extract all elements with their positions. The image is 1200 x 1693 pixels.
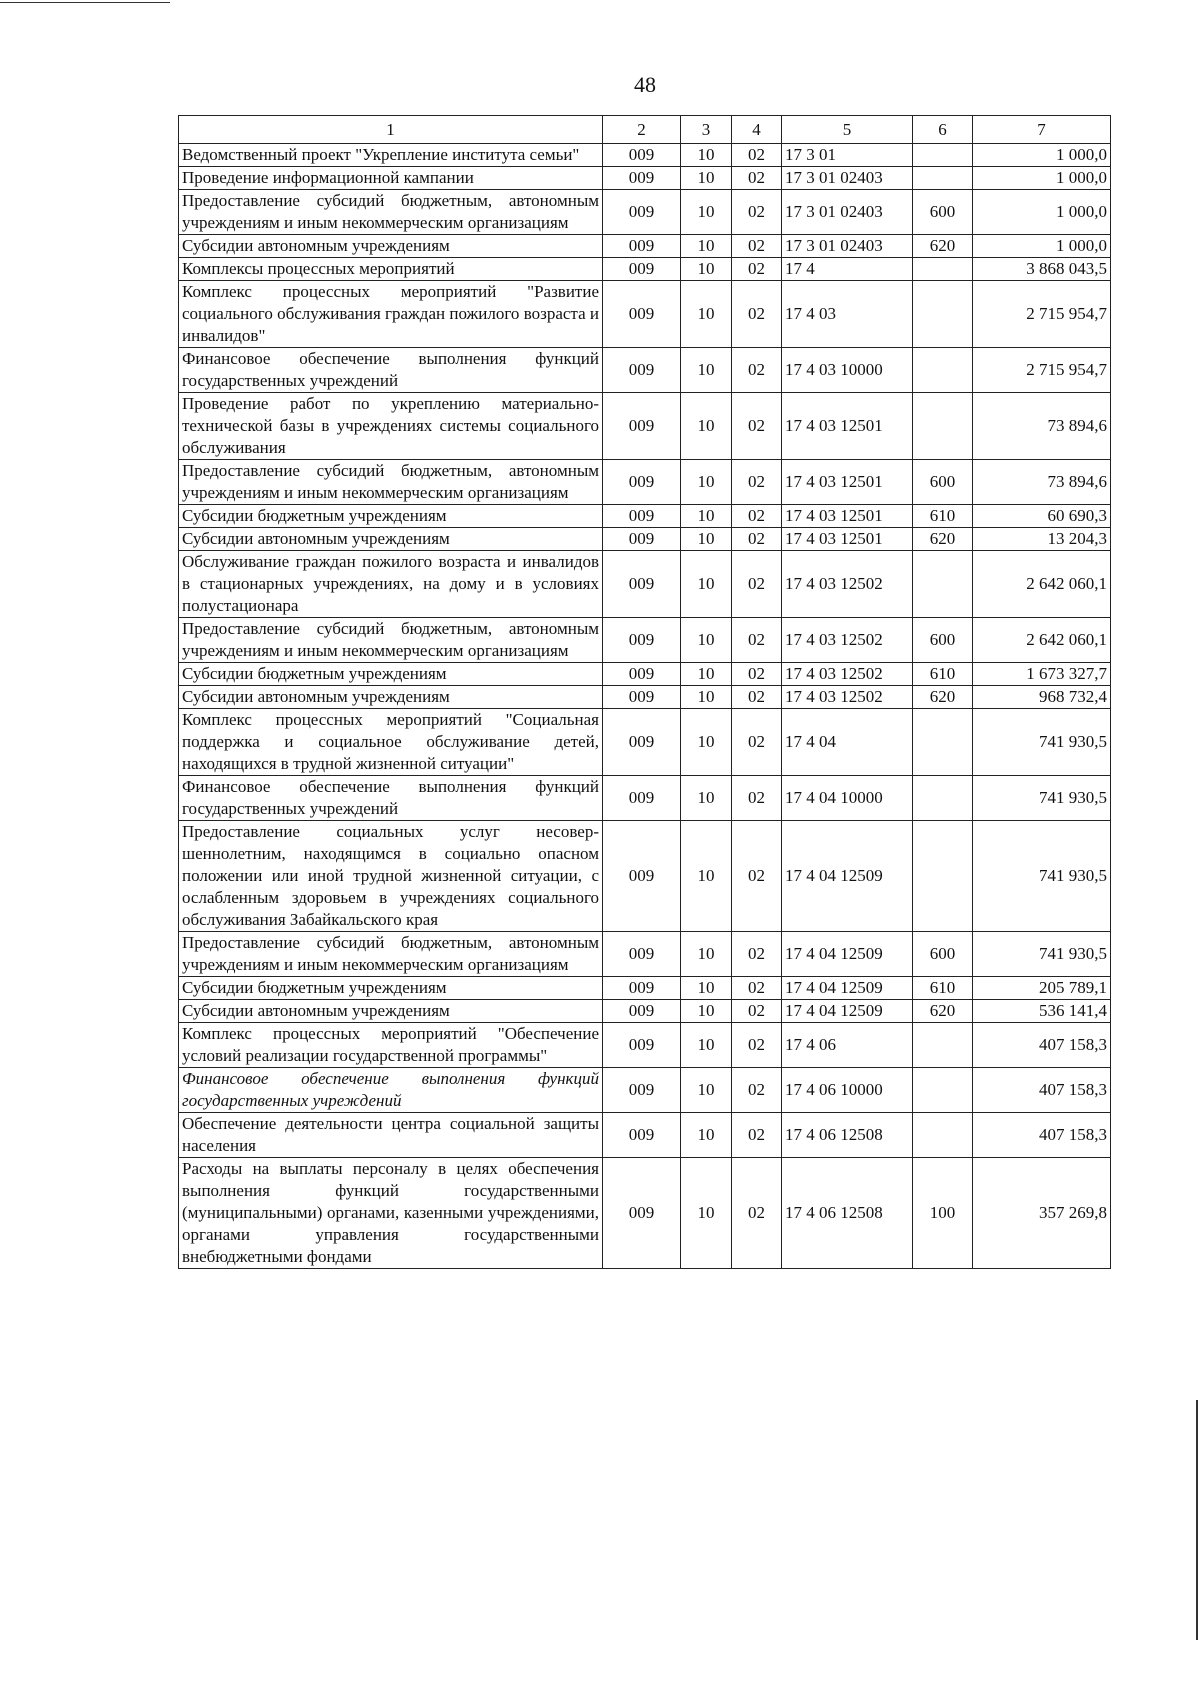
row-expense-type [913, 281, 973, 348]
row-expense-type: 620 [913, 235, 973, 258]
row-grbs: 009 [603, 281, 681, 348]
row-section: 10 [681, 348, 732, 393]
row-grbs: 009 [603, 1113, 681, 1158]
row-expense-type: 620 [913, 1000, 973, 1023]
row-expense-type [913, 821, 973, 932]
row-section: 10 [681, 686, 732, 709]
row-subsection: 02 [732, 258, 782, 281]
row-expense-type [913, 1068, 973, 1113]
row-target-code: 17 4 04 12509 [782, 821, 913, 932]
row-amount: 60 690,3 [973, 505, 1111, 528]
row-amount: 741 930,5 [973, 821, 1111, 932]
row-section: 10 [681, 551, 732, 618]
row-name: Субсидии бюджетным учреждениям [179, 977, 603, 1000]
table-row [179, 686, 1111, 709]
row-amount: 1 673 327,7 [973, 663, 1111, 686]
row-amount: 407 158,3 [973, 1023, 1111, 1068]
table-row [179, 932, 1111, 977]
row-grbs: 009 [603, 258, 681, 281]
row-amount: 741 930,5 [973, 776, 1111, 821]
row-grbs: 009 [603, 709, 681, 776]
row-subsection: 02 [732, 776, 782, 821]
table-row [179, 776, 1111, 821]
row-target-code: 17 4 03 12501 [782, 505, 913, 528]
row-section: 10 [681, 1000, 732, 1023]
row-subsection: 02 [732, 821, 782, 932]
row-subsection: 02 [732, 528, 782, 551]
row-name: Субсидии бюджетным учреждениям [179, 505, 603, 528]
row-section: 10 [681, 663, 732, 686]
row-amount: 968 732,4 [973, 686, 1111, 709]
row-name: Комплекс процессных мероприятий "Обеспечение условий реализации государственной программы" [179, 1023, 603, 1068]
row-name: Расходы на выплаты персоналу в целях обеспечения выполнения функций государственными (муниципальными) органами, казенными учреждениями, органами управления государственными внебюджетными фондами [179, 1158, 603, 1269]
row-target-code: 17 4 06 10000 [782, 1068, 913, 1113]
row-grbs: 009 [603, 348, 681, 393]
row-name: Предоставление субсидий бюджетным, автономным учреждениям и иным некоммерческим организациям [179, 460, 603, 505]
row-subsection: 02 [732, 663, 782, 686]
row-amount: 2 642 060,1 [973, 618, 1111, 663]
row-target-code: 17 4 04 12509 [782, 1000, 913, 1023]
row-amount: 73 894,6 [973, 460, 1111, 505]
row-section: 10 [681, 235, 732, 258]
row-section: 10 [681, 528, 732, 551]
row-grbs: 009 [603, 1000, 681, 1023]
table-row [179, 258, 1111, 281]
row-amount: 407 158,3 [973, 1068, 1111, 1113]
row-target-code: 17 4 03 12502 [782, 618, 913, 663]
table-row [179, 528, 1111, 551]
right-edge-line [1196, 1400, 1198, 1640]
row-name: Проведение информационной кампании [179, 167, 603, 190]
header-col-6: 6 [913, 116, 973, 144]
row-subsection: 02 [732, 1000, 782, 1023]
row-name: Финансовое обеспечение выполнения функций государственных учреждений [179, 348, 603, 393]
row-target-code: 17 3 01 02403 [782, 235, 913, 258]
row-amount: 205 789,1 [973, 977, 1111, 1000]
row-name: Субсидии автономным учреждениям [179, 528, 603, 551]
row-target-code: 17 4 03 10000 [782, 348, 913, 393]
budget-table [178, 115, 1111, 1269]
row-grbs: 009 [603, 663, 681, 686]
row-subsection: 02 [732, 618, 782, 663]
row-expense-type: 600 [913, 190, 973, 235]
row-name: Комплекс процессных мероприятий "Развитие социального обслуживания граждан пожилого возраста и инвалидов" [179, 281, 603, 348]
row-grbs: 009 [603, 686, 681, 709]
row-section: 10 [681, 393, 732, 460]
row-subsection: 02 [732, 167, 782, 190]
row-amount: 73 894,6 [973, 393, 1111, 460]
row-grbs: 009 [603, 821, 681, 932]
table-row [179, 190, 1111, 235]
row-section: 10 [681, 167, 732, 190]
row-amount: 1 000,0 [973, 144, 1111, 167]
row-section: 10 [681, 1068, 732, 1113]
top-edge-line [0, 2, 170, 3]
row-grbs: 009 [603, 1068, 681, 1113]
row-expense-type: 610 [913, 505, 973, 528]
row-name: Предоставление социальных услуг несовершеннолетним, находящимся в социально опасном положении или иной трудной жизненной ситуации, с ослабленным здоровьем в учреждениях социального обслуживания Забайкальского края [179, 821, 603, 932]
row-subsection: 02 [732, 709, 782, 776]
row-expense-type: 600 [913, 932, 973, 977]
table-row [179, 505, 1111, 528]
header-col-5: 5 [782, 116, 913, 144]
row-expense-type: 610 [913, 977, 973, 1000]
row-expense-type [913, 776, 973, 821]
row-subsection: 02 [732, 1158, 782, 1269]
row-section: 10 [681, 258, 732, 281]
row-expense-type [913, 393, 973, 460]
row-subsection: 02 [732, 235, 782, 258]
row-subsection: 02 [732, 393, 782, 460]
row-grbs: 009 [603, 190, 681, 235]
header-col-1: 1 [179, 116, 603, 144]
table-row [179, 709, 1111, 776]
row-target-code: 17 4 03 12501 [782, 393, 913, 460]
row-subsection: 02 [732, 460, 782, 505]
row-expense-type [913, 709, 973, 776]
row-section: 10 [681, 1158, 732, 1269]
table-row [179, 618, 1111, 663]
row-expense-type: 620 [913, 528, 973, 551]
row-target-code: 17 4 03 12502 [782, 686, 913, 709]
table-row [179, 977, 1111, 1000]
row-subsection: 02 [732, 551, 782, 618]
row-expense-type: 600 [913, 460, 973, 505]
row-section: 10 [681, 618, 732, 663]
row-expense-type [913, 167, 973, 190]
row-grbs: 009 [603, 144, 681, 167]
row-grbs: 009 [603, 167, 681, 190]
row-target-code: 17 4 06 12508 [782, 1113, 913, 1158]
table-row [179, 1068, 1111, 1113]
row-grbs: 009 [603, 505, 681, 528]
table-row [179, 460, 1111, 505]
row-target-code: 17 4 03 12502 [782, 551, 913, 618]
row-grbs: 009 [603, 1158, 681, 1269]
row-target-code: 17 4 06 [782, 1023, 913, 1068]
row-section: 10 [681, 505, 732, 528]
row-section: 10 [681, 932, 732, 977]
row-subsection: 02 [732, 348, 782, 393]
row-name: Обслуживание граждан пожилого возраста и инвалидов в стационарных учреждениях, на дому и в условиях полустационара [179, 551, 603, 618]
table-row [179, 1023, 1111, 1068]
row-grbs: 009 [603, 618, 681, 663]
row-section: 10 [681, 776, 732, 821]
row-name: Финансовое обеспечение выполнения функций государственных учреждений [179, 776, 603, 821]
table-row [179, 235, 1111, 258]
row-amount: 2 715 954,7 [973, 281, 1111, 348]
row-amount: 741 930,5 [973, 932, 1111, 977]
row-target-code: 17 4 03 12502 [782, 663, 913, 686]
row-subsection: 02 [732, 1113, 782, 1158]
header-col-7: 7 [973, 116, 1111, 144]
row-name: Комплекс процессных мероприятий "Социальная поддержка и социальное обслуживание детей, находящихся в трудной жизненной ситуации" [179, 709, 603, 776]
row-section: 10 [681, 1023, 732, 1068]
row-target-code: 17 3 01 02403 [782, 167, 913, 190]
row-amount: 536 141,4 [973, 1000, 1111, 1023]
row-subsection: 02 [732, 1068, 782, 1113]
row-name: Ведомственный проект "Укрепление института семьи" [179, 144, 603, 167]
row-name: Обеспечение деятельности центра социальной защиты населения [179, 1113, 603, 1158]
row-section: 10 [681, 977, 732, 1000]
row-expense-type: 600 [913, 618, 973, 663]
row-amount: 3 868 043,5 [973, 258, 1111, 281]
row-name: Проведение работ по укреплению материально-технической базы в учреждениях системы социального обслуживания [179, 393, 603, 460]
row-section: 10 [681, 460, 732, 505]
row-target-code: 17 3 01 02403 [782, 190, 913, 235]
row-target-code: 17 4 03 [782, 281, 913, 348]
row-subsection: 02 [732, 281, 782, 348]
row-target-code: 17 4 03 12501 [782, 528, 913, 551]
row-subsection: 02 [732, 144, 782, 167]
row-amount: 1 000,0 [973, 235, 1111, 258]
table-row [179, 821, 1111, 932]
row-target-code: 17 4 04 [782, 709, 913, 776]
row-target-code: 17 4 06 12508 [782, 1158, 913, 1269]
row-section: 10 [681, 190, 732, 235]
row-expense-type [913, 258, 973, 281]
row-section: 10 [681, 709, 732, 776]
row-subsection: 02 [732, 932, 782, 977]
header-col-4: 4 [732, 116, 782, 144]
row-grbs: 009 [603, 551, 681, 618]
row-expense-type [913, 348, 973, 393]
row-name: Предоставление субсидий бюджетным, автономным учреждениям и иным некоммерческим организациям [179, 618, 603, 663]
table-row [179, 144, 1111, 167]
row-expense-type: 610 [913, 663, 973, 686]
table-row [179, 551, 1111, 618]
row-section: 10 [681, 281, 732, 348]
row-name: Комплексы процессных мероприятий [179, 258, 603, 281]
row-expense-type: 100 [913, 1158, 973, 1269]
table-row [179, 348, 1111, 393]
row-name: Субсидии автономным учреждениям [179, 1000, 603, 1023]
row-name: Предоставление субсидий бюджетным, автономным учреждениям и иным некоммерческим организациям [179, 190, 603, 235]
row-section: 10 [681, 144, 732, 167]
row-grbs: 009 [603, 528, 681, 551]
header-col-2: 2 [603, 116, 681, 144]
row-target-code: 17 4 04 12509 [782, 977, 913, 1000]
table-row [179, 1113, 1111, 1158]
row-name: Предоставление субсидий бюджетным, автономным учреждениям и иным некоммерческим организациям [179, 932, 603, 977]
row-name: Финансовое обеспечение выполнения функций государственных учреждений [179, 1068, 603, 1113]
row-amount: 1 000,0 [973, 190, 1111, 235]
header-row [179, 116, 1111, 144]
row-expense-type [913, 144, 973, 167]
row-amount: 741 930,5 [973, 709, 1111, 776]
row-name: Субсидии автономным учреждениям [179, 235, 603, 258]
row-grbs: 009 [603, 932, 681, 977]
table-row [179, 1000, 1111, 1023]
row-amount: 2 642 060,1 [973, 551, 1111, 618]
row-expense-type [913, 551, 973, 618]
page-number: 48 [634, 72, 656, 97]
row-grbs: 009 [603, 235, 681, 258]
row-target-code: 17 3 01 [782, 144, 913, 167]
row-name: Субсидии автономным учреждениям [179, 686, 603, 709]
row-target-code: 17 4 03 12501 [782, 460, 913, 505]
row-amount: 357 269,8 [973, 1158, 1111, 1269]
row-subsection: 02 [732, 977, 782, 1000]
row-subsection: 02 [732, 686, 782, 709]
table-body [179, 144, 1111, 1269]
row-amount: 2 715 954,7 [973, 348, 1111, 393]
row-amount: 407 158,3 [973, 1113, 1111, 1158]
row-amount: 1 000,0 [973, 167, 1111, 190]
row-section: 10 [681, 821, 732, 932]
row-grbs: 009 [603, 460, 681, 505]
row-expense-type: 620 [913, 686, 973, 709]
row-target-code: 17 4 [782, 258, 913, 281]
row-expense-type [913, 1113, 973, 1158]
row-grbs: 009 [603, 977, 681, 1000]
table-row [179, 663, 1111, 686]
row-target-code: 17 4 04 12509 [782, 932, 913, 977]
row-expense-type [913, 1023, 973, 1068]
row-grbs: 009 [603, 393, 681, 460]
row-subsection: 02 [732, 505, 782, 528]
row-name: Субсидии бюджетным учреждениям [179, 663, 603, 686]
row-target-code: 17 4 04 10000 [782, 776, 913, 821]
table-row [179, 281, 1111, 348]
table-row [179, 393, 1111, 460]
row-subsection: 02 [732, 190, 782, 235]
row-section: 10 [681, 1113, 732, 1158]
row-grbs: 009 [603, 776, 681, 821]
row-subsection: 02 [732, 1023, 782, 1068]
row-amount: 13 204,3 [973, 528, 1111, 551]
table-row [179, 167, 1111, 190]
table-row [179, 1158, 1111, 1269]
header-col-3: 3 [681, 116, 732, 144]
row-grbs: 009 [603, 1023, 681, 1068]
